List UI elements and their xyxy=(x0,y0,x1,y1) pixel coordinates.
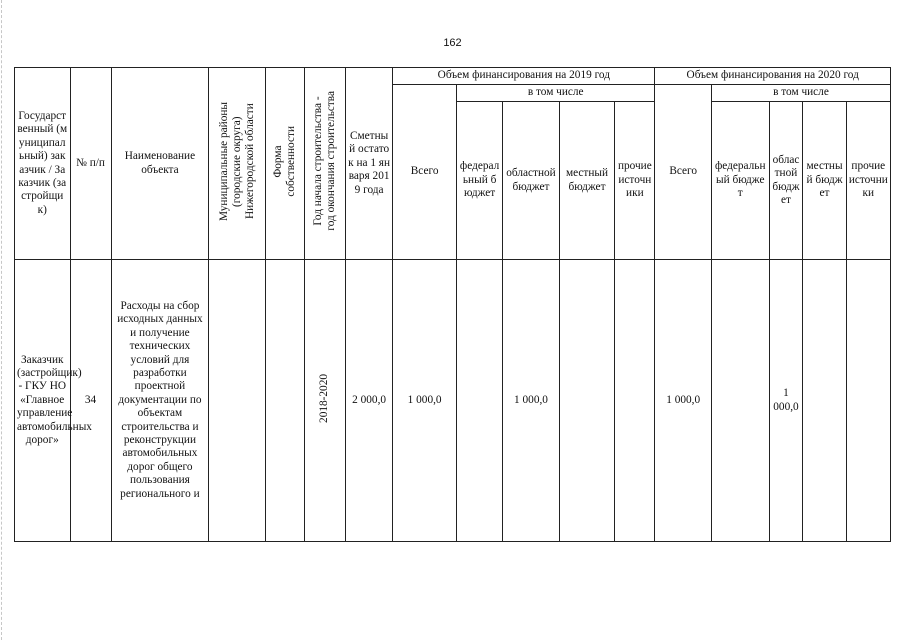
header-ownership-line-2: собственности xyxy=(284,125,297,197)
header-object-name: Наименование объекта xyxy=(111,68,209,260)
header-including-2020: в том числе xyxy=(711,85,890,102)
header-federal-2020: федеральный бюджет xyxy=(711,102,769,260)
header-years-line-2: год окончания строительства xyxy=(324,91,337,232)
row-regional-2019: 1 000,0 xyxy=(503,260,560,542)
table-row xyxy=(15,260,891,542)
row-number: 34 xyxy=(70,260,111,542)
row-customer: Заказчик (застройщик) - ГКУ НО «Главное управление автомобильных дорог» xyxy=(15,260,71,542)
header-districts-line-2: (городские округа) xyxy=(230,116,243,207)
header-including-2019: в том числе xyxy=(456,85,654,102)
row-local-2019 xyxy=(559,260,615,542)
row-local-2020 xyxy=(803,260,846,542)
header-regional-2019: областной бюджет xyxy=(503,102,560,260)
header-years-text xyxy=(312,91,338,231)
header-funding-2019: Объем финансирования на 2019 год xyxy=(393,68,655,85)
header-other-2020: прочие источники xyxy=(846,102,890,260)
scan-edge-mark xyxy=(1,0,4,640)
header-total-2020: Всего xyxy=(655,85,712,260)
row-districts xyxy=(209,260,266,542)
header-estimate-balance: Сметный остаток на 1 января 2019 года xyxy=(345,68,392,260)
row-years-text: 2018-2020 xyxy=(318,373,331,423)
row-other-2019 xyxy=(615,260,655,542)
row-object-name-text: Расходы на сбор исходных данных и получение технических условий для разработки проектной документации по объектам строительства и реконструкции автомобильных дорог общего пользования регионального и xyxy=(117,299,203,500)
row-federal-2020 xyxy=(711,260,769,542)
row-ownership xyxy=(265,260,304,542)
header-construction-years xyxy=(304,68,345,260)
funding-table xyxy=(14,67,891,542)
header-other-2019: прочие источники xyxy=(615,102,655,260)
header-federal-2019: федеральный бюджет xyxy=(456,102,502,260)
row-total-2020: 1 000,0 xyxy=(655,260,712,542)
header-ownership-line-1: Форма xyxy=(271,145,284,178)
row-regional-2020: 1 000,0 xyxy=(769,260,803,542)
header-customer: Государственный (муниципальный) заказчик / Заказчик (застройщик) xyxy=(15,68,71,260)
row-total-2019: 1 000,0 xyxy=(393,260,457,542)
row-estimate-balance: 2 000,0 xyxy=(345,260,392,542)
header-districts-line-3: Нижегородской области xyxy=(243,103,256,220)
header-local-2019: местный бюджет xyxy=(559,102,615,260)
header-districts xyxy=(209,68,266,260)
header-total-2019: Всего xyxy=(393,85,457,260)
row-construction-years xyxy=(304,260,345,542)
header-local-2020: местный бюджет xyxy=(803,102,846,260)
header-districts-line-1: Муниципальные районы xyxy=(217,101,230,221)
header-row-1 xyxy=(15,68,891,85)
header-districts-text xyxy=(218,102,257,221)
header-funding-2020: Объем финансирования на 2020 год xyxy=(655,68,891,85)
page-number: 162 xyxy=(443,37,462,49)
header-row-number: № п/п xyxy=(70,68,111,260)
header-regional-2020: областной бюджет xyxy=(769,102,803,260)
header-ownership xyxy=(265,68,304,260)
row-object-name xyxy=(111,260,209,542)
header-ownership-text xyxy=(272,126,298,197)
header-years-line-1: Год начала строительства - xyxy=(311,96,324,226)
row-other-2020 xyxy=(846,260,890,542)
row-federal-2019 xyxy=(456,260,502,542)
